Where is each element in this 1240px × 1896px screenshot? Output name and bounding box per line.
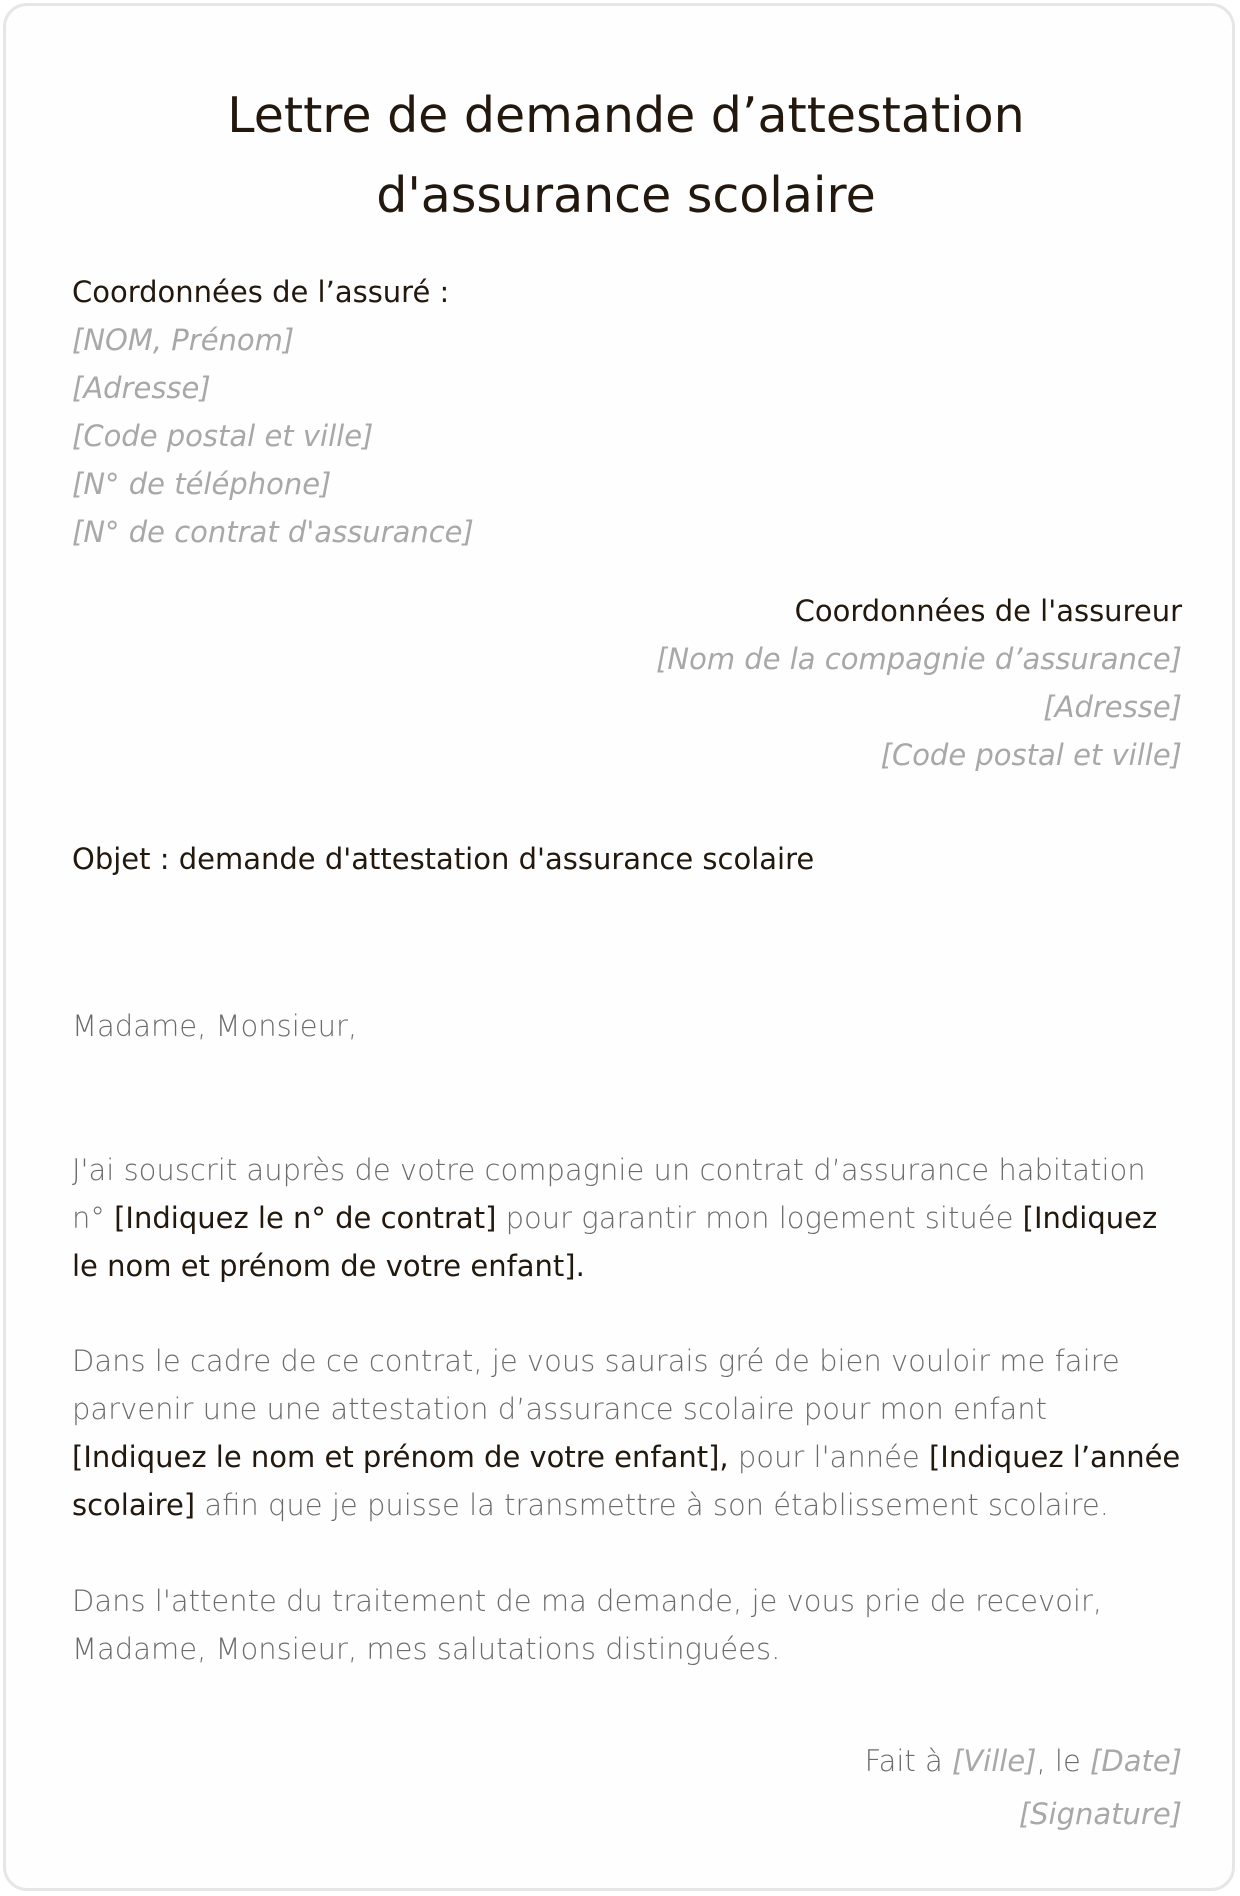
paragraph-2-text-1: Dans le cadre de ce contrat, je vous saurais gré de bien vouloir me faire parvenir une une attestation d’assurance scolaire pour mon enfant (72, 1344, 1120, 1426)
paragraph-2-bold-1: [Indiquez le nom et prénom de votre enfant], (72, 1440, 729, 1474)
insurer-company-placeholder: [Nom de la compagnie d’assurance] (656, 642, 1182, 676)
paragraph-3: Dans l'attente du traitement de ma demande, je vous prie de recevoir, Madame, Monsieur, mes salutations distinguées. (72, 1584, 1103, 1666)
signature-placeholder: [Signature] (1018, 1797, 1182, 1831)
le-text: , le (1036, 1744, 1091, 1778)
letter-card (3, 3, 1235, 1891)
fait-a-text: Fait à (864, 1744, 952, 1778)
place-date-line (865, 1737, 1182, 1790)
salutation: Madame, Monsieur, (72, 1009, 358, 1043)
insurer-details (656, 587, 1182, 779)
insurer-heading: Coordonnées de l'assureur (794, 594, 1182, 628)
paragraph-1-text-2: pour garantir mon logement située (496, 1201, 1023, 1235)
insured-phone-placeholder: [N° de téléphone] (72, 467, 332, 501)
paragraph-2-text-3: afin que je puisse la transmettre à son établissement scolaire. (195, 1488, 1109, 1522)
insurer-address-placeholder: [Adresse] (1043, 690, 1182, 724)
city-placeholder: [Ville] (952, 1744, 1037, 1778)
insured-details (72, 268, 474, 556)
date-placeholder: [Date] (1090, 1744, 1182, 1778)
insured-heading: Coordonnées de l’assuré : (72, 275, 450, 309)
title-line-2: d'assurance scolaire (376, 167, 876, 224)
letter-subject: Objet : demande d'attestation d'assurance scolaire (72, 842, 815, 876)
paragraph-1-bold-2: [Indiquez le nom et prénom de votre enfant]. (72, 1201, 1158, 1283)
paragraph-2-bold-2: [Indiquez l’année scolaire] (72, 1440, 1181, 1522)
insured-city-placeholder: [Code postal et ville] (72, 419, 374, 453)
insured-address-placeholder: [Adresse] (72, 371, 211, 405)
insured-name-placeholder: [NOM, Prénom] (72, 323, 295, 357)
paragraph-2 (72, 1337, 1182, 1529)
closing-block (865, 1737, 1182, 1838)
title-line-1: Lettre de demande d’attestation (227, 87, 1025, 144)
paragraph-1 (72, 1146, 1182, 1290)
letter-title (72, 76, 1180, 236)
insured-contract-placeholder: [N° de contrat d'assurance] (72, 515, 474, 549)
paragraph-1-text-1: J'ai souscrit auprès de votre compagnie un contrat d’assurance habitation n° (72, 1153, 1146, 1235)
insurer-city-placeholder: [Code postal et ville] (880, 738, 1182, 772)
paragraph-1-bold-1: [Indiquez le n° de contrat] (114, 1201, 497, 1235)
paragraph-2-text-2: pour l'année (728, 1440, 929, 1474)
